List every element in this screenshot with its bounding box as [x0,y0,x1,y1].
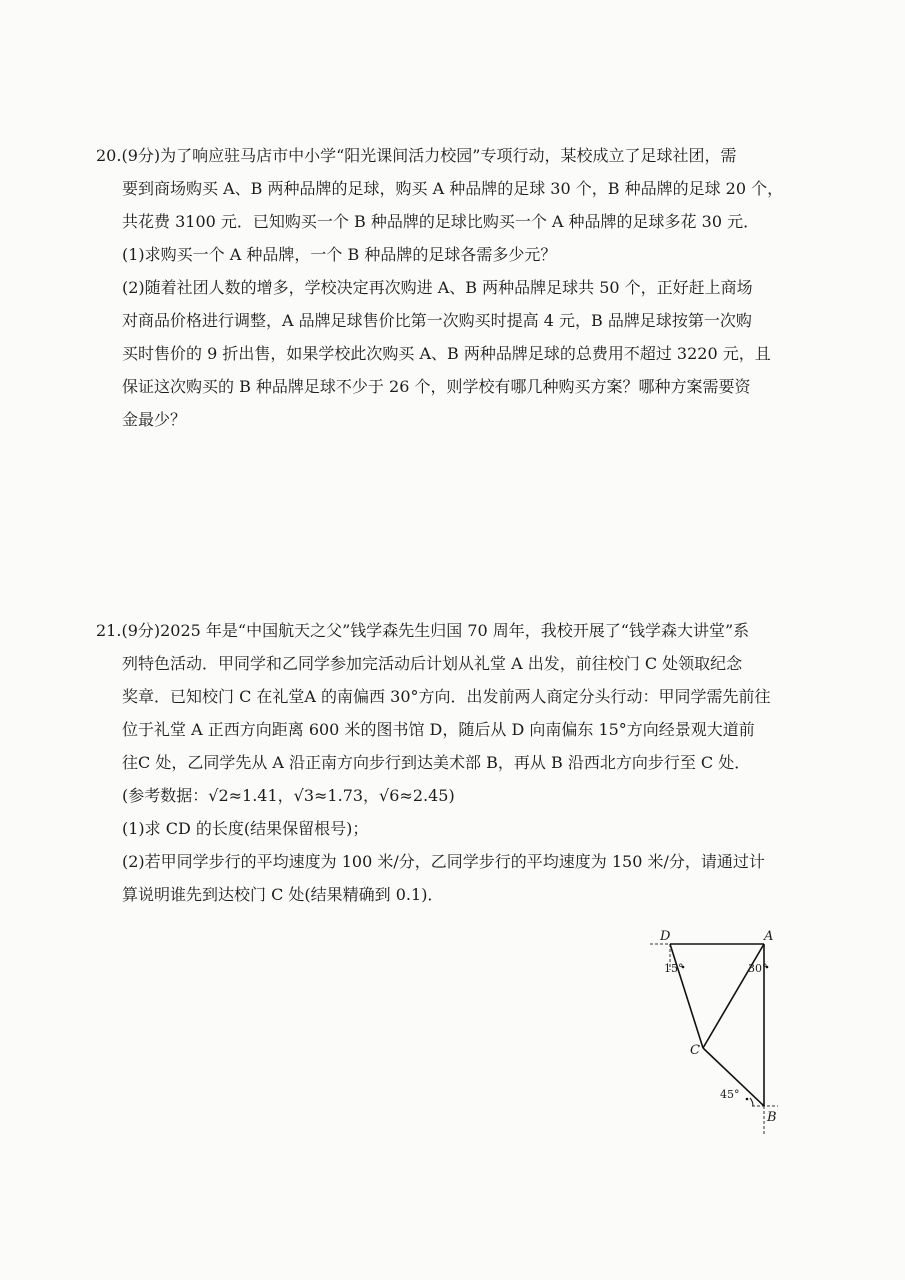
problem-21-reference-data: (参考数据：√2≈1.41，√3≈1.73，√6≈2.45) [122,786,455,805]
problem-21-line: 位于礼堂 A 正西方向距离 600 米的图书馆 D，随后从 D 向南偏东 15°方向经景观大道前 [122,720,755,739]
problem-21 [96,614,796,911]
angle-dot-b [746,1098,749,1101]
problem-20-line: 对商品价格进行调整，A 品牌足球售价比第一次购买时提高 4 元，B 品牌足球按第一次购 [122,311,752,330]
problem-20-line: 共花费 3100 元．已知购买一个 B 种品牌的足球比购买一个 A 种品牌的足球多花 30 元． [122,212,760,231]
problem-21-line: 奖章．已知校门 C 在礼堂A 的南偏西 30°方向．出发前两人商定分头行动：甲同学需先前往 [122,687,771,706]
angle-arc-b [750,1098,753,1106]
segment-dc [670,944,703,1048]
geometry-figure [646,922,786,1142]
problem-21-part-2: (2)若甲同学步行的平均速度为 100 米/分，乙同学步行的平均速度为 150 米/分，请通过计 [122,852,765,871]
label-b: B [767,1110,777,1125]
problem-21-line: 21.(9分)2025 年是“中国航天之父”钱学森先生归国 70 周年，我校开展了“钱学森大讲堂”系 [96,621,750,640]
segment-ac [703,944,764,1048]
problem-20-line: 买时售价的 9 折出售，如果学校此次购买 A、B 两种品牌足球的总费用不超过 3220 元，且 [122,344,771,363]
problem-20-part-2: (2)随着社团人数的增多，学校决定再次购进 A、B 两种品牌足球共 50 个，正好赶上商场 [122,278,753,297]
problem-21-line: 列特色活动．甲同学和乙同学参加完活动后计划从礼堂 A 出发，前往校门 C 处领取纪念 [122,654,743,673]
label-a: A [764,929,774,944]
label-c: C [690,1043,700,1058]
problem-20-line: 要到商场购买 A、B 两种品牌的足球，购买 A 种品牌的足球 30 个，B 种品牌的足球 20 个， [122,179,784,198]
angle-label-30: 30° [748,962,768,975]
angle-label-15: 15° [664,962,684,975]
angle-label-45: 45° [720,1088,740,1101]
problem-20 [96,139,796,436]
problem-21-line: 算说明谁先到达校门 C 处(结果精确到 0.1)． [122,885,444,904]
problem-21-part-1: (1)求 CD 的长度(结果保留根号)； [122,819,369,838]
problem-20-line: 20.(9分)为了响应驻马店市中小学“阳光课间活力校园”专项行动，某校成立了足球社团，需 [96,146,737,165]
label-d: D [660,929,671,944]
geometry-diagram [646,922,786,1142]
problem-20-line: 保证这次购买的 B 种品牌足球不少于 26 个，则学校有哪几种购买方案？哪种方案需要资 [122,377,751,396]
problem-20-line: 金最少？ [122,410,187,429]
problem-20-part-1: (1)求购买一个 A 种品牌，一个 B 种品牌的足球各需多少元？ [122,245,557,264]
problem-21-line: 往C 处，乙同学先从 A 沿正南方向步行到达美术部 B，再从 B 沿西北方向步行至 C 处． [122,753,751,772]
